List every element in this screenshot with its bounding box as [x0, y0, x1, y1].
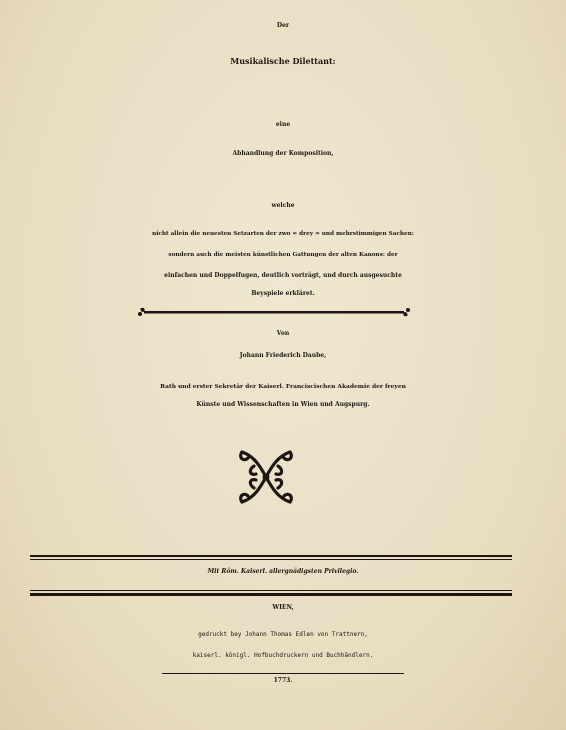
author-affiliation: Künste und Wissenschaften in Wien und Augspurg.: [196, 401, 370, 408]
main-title: Musikalische Dilettant:: [230, 56, 336, 66]
title-eine: eine: [275, 121, 291, 128]
imprint-year: 1773.: [273, 677, 293, 684]
description-line: sondern auch die meisten künstlichen Gattungen der alten Kanons: der: [168, 252, 398, 258]
imprint-place: WIEN,: [272, 604, 294, 611]
bottom-double-rule: [30, 590, 512, 591]
top-double-rule: [30, 555, 512, 557]
top-double-rule: [30, 559, 512, 560]
flourish-rule-ornament: [136, 305, 412, 319]
author-affiliation: Rath und erster Sekretär der Kaiserl. Franciscischen Akademie der freyen: [160, 383, 406, 390]
title-der: Der: [276, 22, 290, 29]
description-line: Beyspiele erkläret.: [251, 290, 315, 297]
privilege-line: Mit Röm. Kaiserl. allergnädigsten Privilegio.: [207, 568, 359, 575]
title-welche: welche: [271, 202, 295, 209]
imprint-publisher: kaiserl. königl. Hofbuchdruckern und Buchhändlern.: [192, 652, 374, 659]
imprint-publisher: gedruckt bey Johann Thomas Edlen von Trattnern,: [198, 631, 368, 638]
description-line: einfachen und Doppelfugen, deutlich vorträgt, und durch ausgesuchte: [164, 272, 402, 279]
imprint-rule: [162, 673, 404, 674]
description-line: nicht allein die neuesten Setzarten der zwo = drey = und mehrstimmigen Sachen:: [152, 231, 414, 237]
subtitle: Abhandlung der Komposition,: [232, 150, 334, 157]
bottom-double-rule: [30, 593, 512, 596]
author-name: Johann Friederich Daube,: [239, 352, 327, 359]
fleuron-ornament: [234, 446, 298, 508]
title-von: Von: [276, 330, 290, 337]
